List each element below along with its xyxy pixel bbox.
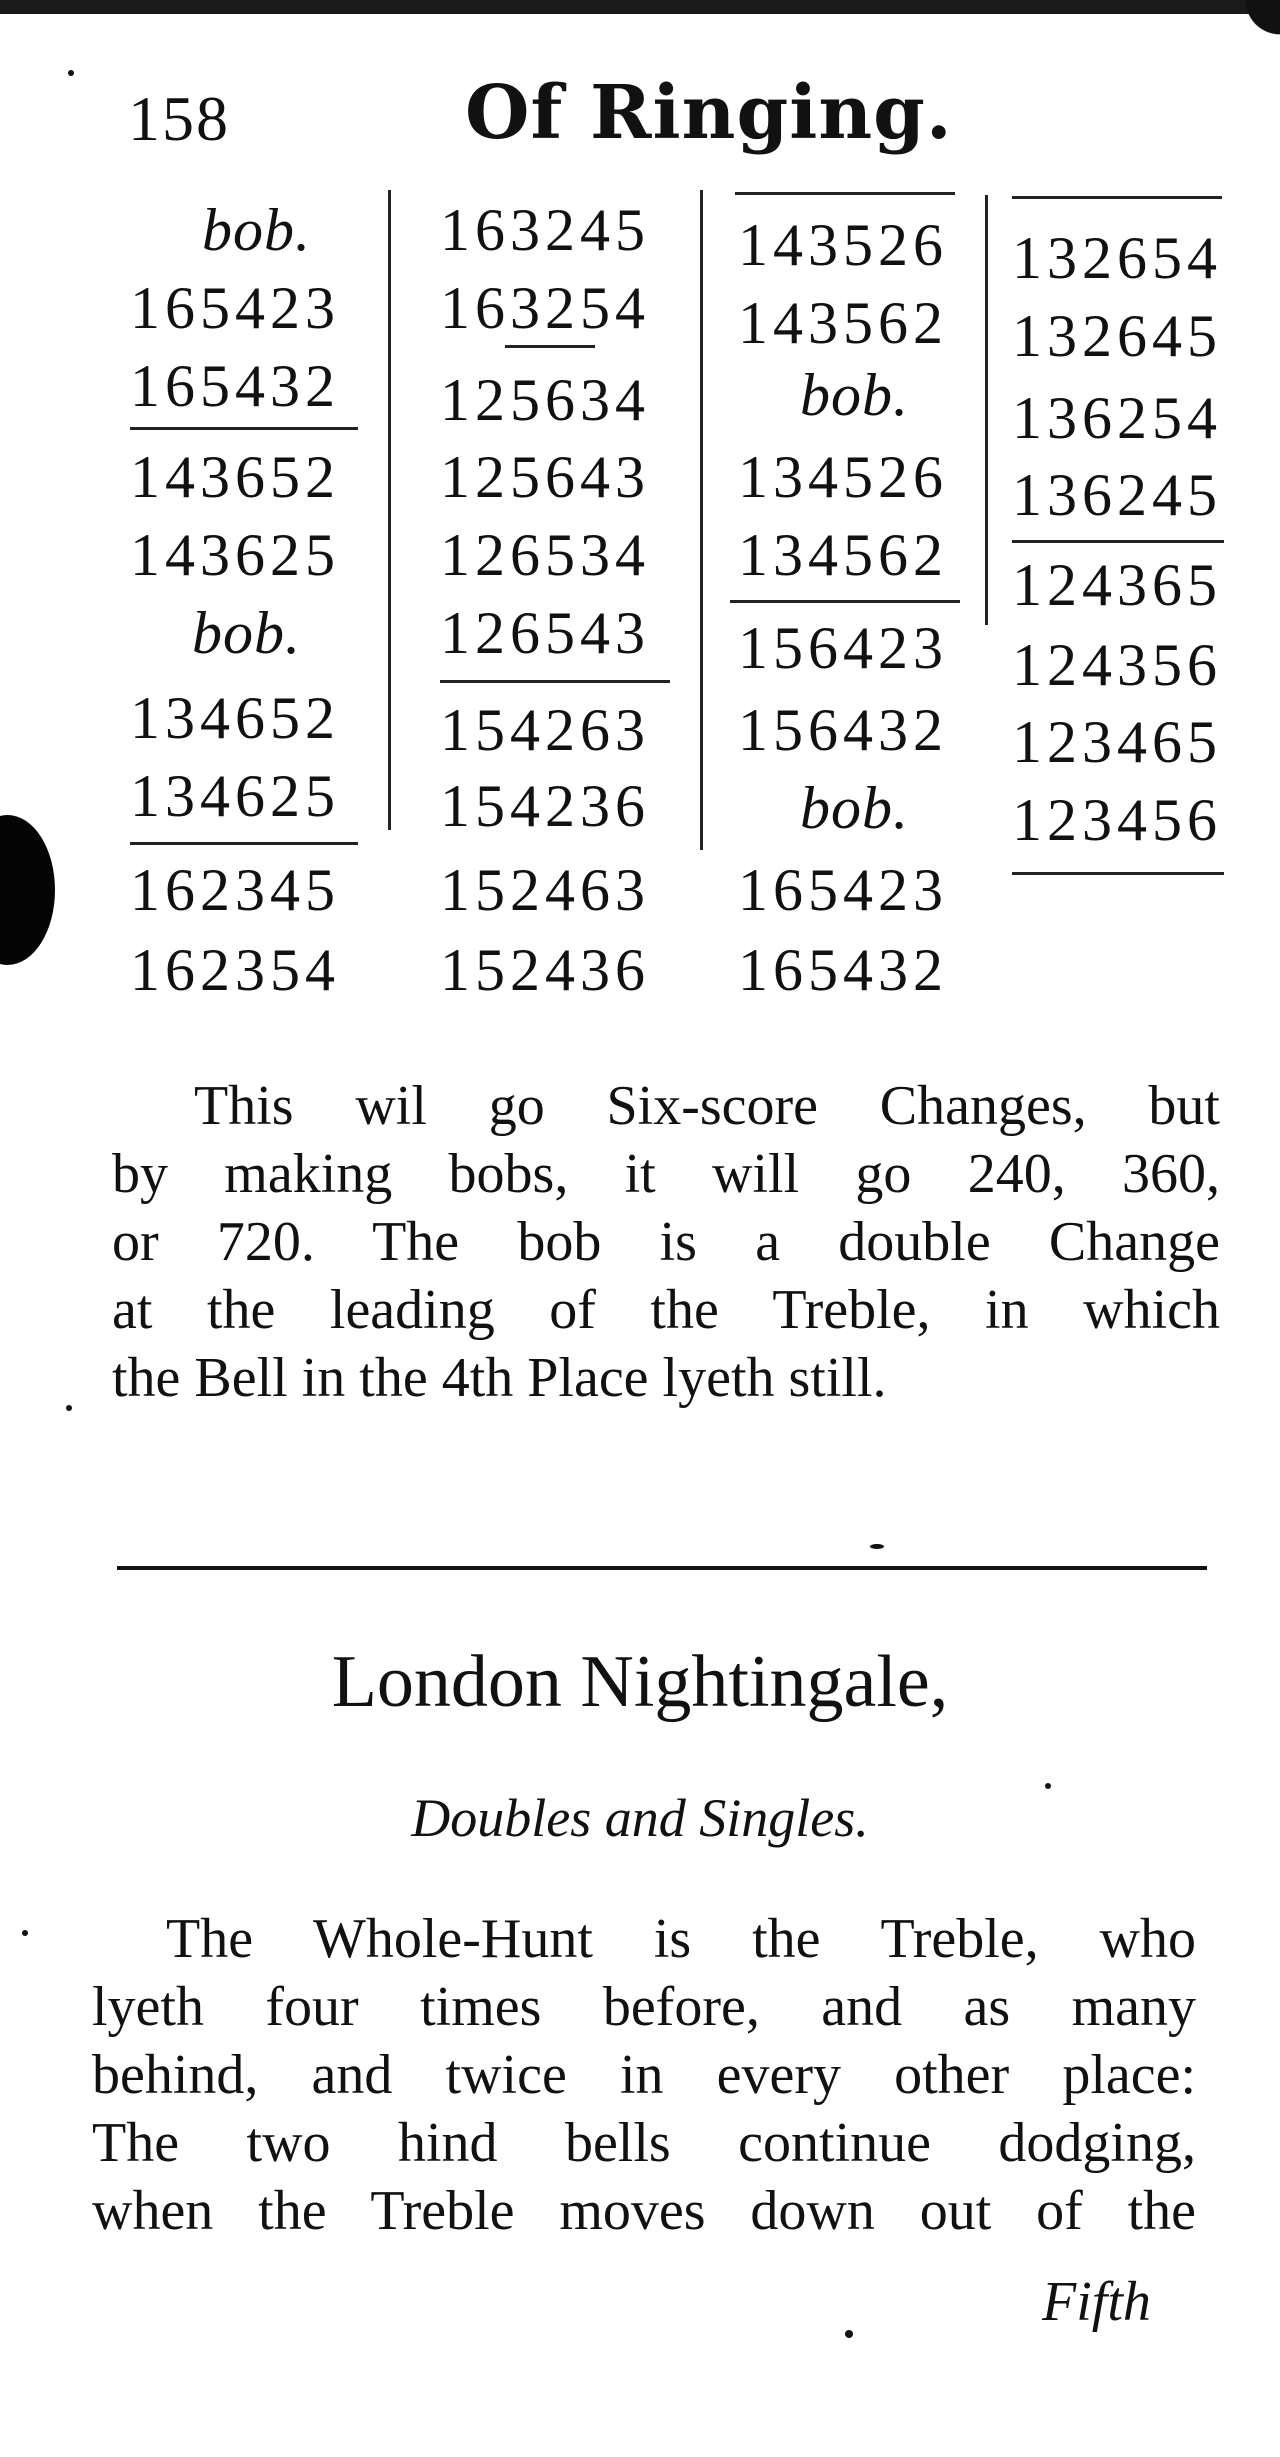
paragraph-line: lyeth four times before, and as many — [92, 1976, 1196, 2038]
paragraph-line: by making bobs, it will go 240, 360, — [112, 1143, 1220, 1205]
paragraph-line: The two hind bells continue dodging, — [92, 2112, 1196, 2174]
change-row: 154263 — [440, 697, 650, 763]
section-subtitle: Doubles and Singles. — [411, 1788, 869, 1848]
ink-speck — [870, 1544, 884, 1549]
page-number: 158 — [128, 83, 230, 154]
lead-end-rule — [1012, 196, 1222, 199]
catchword: Fifth — [1042, 2271, 1151, 2333]
paragraph-line: This wil go Six-score Changes, but — [194, 1075, 1220, 1137]
change-row: 143526 — [738, 212, 948, 278]
change-row: 152463 — [440, 857, 650, 923]
bob-marker: bob. — [800, 362, 909, 428]
section-divider — [117, 1566, 1207, 1570]
change-row: 123456 — [1012, 787, 1222, 853]
column-divider — [700, 190, 703, 850]
ink-speck — [1045, 1783, 1051, 1789]
paragraph-line: The Whole-Hunt is the Treble, who — [166, 1908, 1196, 1970]
change-row: 132654 — [1012, 225, 1222, 291]
change-row: 165423 — [738, 857, 948, 923]
change-row: 125634 — [440, 367, 650, 433]
change-row: 152436 — [440, 937, 650, 1003]
lead-end-rule — [130, 842, 358, 845]
change-row: 165432 — [130, 353, 340, 419]
change-row: 143562 — [738, 290, 948, 356]
change-row: 134526 — [738, 444, 948, 510]
bob-marker: bob. — [800, 775, 909, 841]
change-row: 134562 — [738, 522, 948, 588]
change-row: 134625 — [130, 763, 340, 829]
change-row: 162354 — [130, 937, 340, 1003]
lead-end-rule — [440, 680, 670, 683]
change-row: 163245 — [440, 197, 650, 263]
bob-marker: bob. — [202, 197, 311, 263]
change-row: 156432 — [738, 697, 948, 763]
running-head: Of Ringing. — [465, 70, 953, 156]
change-row: 124365 — [1012, 552, 1222, 618]
change-row: 123465 — [1012, 709, 1222, 775]
paragraph-method — [92, 1905, 1196, 2245]
changes-table — [0, 0, 1280, 1010]
change-row: 136245 — [1012, 462, 1222, 528]
paragraph-line: or 720. The bob is a double Change — [112, 1211, 1220, 1273]
ink-speck — [68, 70, 74, 76]
lead-end-rule — [130, 427, 358, 430]
paragraph-line: when the Treble moves down out of the — [92, 2180, 1196, 2242]
change-row: 143625 — [130, 522, 340, 588]
paragraph-line: behind, and twice in every other place: — [92, 2044, 1196, 2106]
ink-speck — [66, 1405, 72, 1411]
change-row: 126543 — [440, 600, 650, 666]
change-row: 165423 — [130, 275, 340, 341]
change-row: 125643 — [440, 444, 650, 510]
column-divider — [985, 195, 988, 625]
paragraph-line: the Bell in the 4th Place lyeth still. — [112, 1347, 887, 1409]
column-divider — [388, 190, 391, 830]
ink-speck — [22, 1930, 28, 1936]
change-row: 154236 — [440, 773, 650, 839]
change-row: 163254 — [440, 275, 650, 341]
change-row: 143652 — [130, 444, 340, 510]
change-row: 132645 — [1012, 303, 1222, 369]
lead-end-rule — [1012, 540, 1224, 543]
change-row: 134652 — [130, 685, 340, 751]
change-row: 124356 — [1012, 632, 1222, 698]
ink-speck — [845, 2330, 853, 2338]
lead-end-rule — [730, 600, 960, 603]
bob-marker: bob. — [192, 600, 301, 666]
lead-end-rule — [735, 192, 955, 195]
change-row: 126534 — [440, 522, 650, 588]
section-title: London Nightingale, — [331, 1641, 949, 1723]
change-row: 165432 — [738, 937, 948, 1003]
change-row: 136254 — [1012, 385, 1222, 451]
change-row: 156423 — [738, 615, 948, 681]
lead-end-rule — [1012, 872, 1224, 875]
paragraph-line: at the leading of the Treble, in which — [112, 1279, 1220, 1341]
lead-end-rule — [505, 345, 595, 348]
paragraph-changes-note — [112, 1072, 1220, 1412]
change-row: 162345 — [130, 857, 340, 923]
